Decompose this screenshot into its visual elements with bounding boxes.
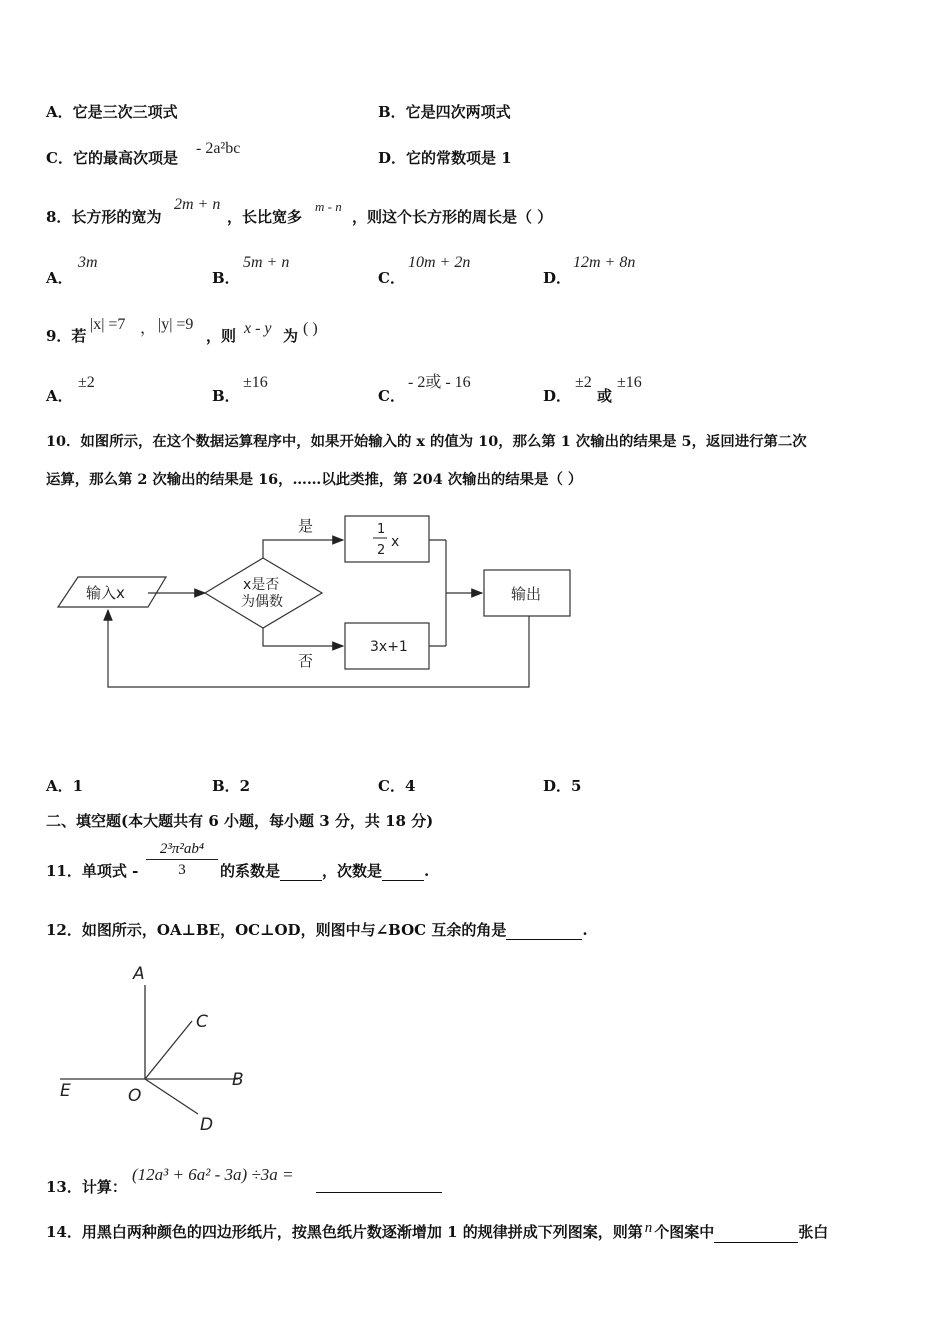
- flow-half-x: x: [391, 534, 400, 550]
- q9-option-b-label: B．: [212, 387, 240, 405]
- flow-decision-line-2: 为偶数: [241, 594, 283, 610]
- q9-option-d-math-2: ±16: [617, 374, 642, 391]
- ray-oc: [145, 1021, 192, 1079]
- q10-option-c: C．4: [378, 777, 416, 795]
- q8-text-1: 8．长方形的宽为: [46, 208, 162, 226]
- point-b-label: B: [232, 1070, 244, 1090]
- q9-text-3: 为: [283, 327, 299, 345]
- q7-option-d: D．它的常数项是 1: [378, 149, 512, 167]
- q12-angle-diagram: [0, 955, 300, 1140]
- q9-option-a-label: A．: [46, 387, 73, 405]
- q11-coefficient-blank[interactable]: [280, 864, 322, 881]
- q8-option-b-label: B．: [212, 269, 240, 287]
- flow-half-denominator: 2: [377, 543, 386, 558]
- point-d-label: D: [200, 1115, 214, 1135]
- q8-option-a-label: A．: [46, 269, 73, 287]
- q7-option-c: C．它的最高次项是: [46, 149, 178, 167]
- q9-option-d-math-1: ±2: [575, 374, 592, 391]
- q13-label: 13．计算：: [46, 1178, 127, 1196]
- flow-triple-label: 3x+1: [370, 639, 408, 655]
- q13-answer-blank[interactable]: [316, 1176, 442, 1193]
- q11-numerator: 2³π²ab⁴: [146, 839, 218, 860]
- flow-decision-line-1: x是否: [243, 577, 280, 593]
- q9-math-abs-x: |x| =7: [90, 316, 126, 333]
- flow-output-label: 输出: [511, 585, 542, 603]
- q8-option-d-label: D．: [543, 269, 572, 287]
- flow-no-label: 否: [298, 652, 314, 670]
- q7-option-b: B．它是四次两项式: [378, 103, 511, 121]
- flow-decision-diamond: [205, 558, 322, 628]
- q11-text-2: [220, 861, 429, 881]
- q8-option-b-math: 5m + n: [243, 254, 290, 271]
- q9-separator: ，: [140, 320, 157, 337]
- ray-od: [145, 1079, 198, 1114]
- q12-period: .: [582, 921, 588, 939]
- q8-math-width: 2m + n: [174, 196, 221, 213]
- q10-text-line-2: 运算，那么第 2 次输出的结果是 16，……以此类推，第 204 次输出的结果是（ ）: [46, 471, 583, 488]
- q9-paren: ( ): [303, 320, 318, 337]
- q8-text-3: ，则这个长方形的周长是（ ）: [352, 208, 553, 226]
- flow-half-box: [345, 516, 429, 562]
- q7-option-c-math: - 2a²bc: [196, 140, 241, 157]
- q8-text-2: ，长比宽多: [227, 208, 303, 226]
- q9-option-d-label: D．: [543, 387, 572, 405]
- q10-flowchart: [0, 500, 950, 700]
- q8-option-d-math: 12m + 8n: [573, 254, 636, 271]
- q10-option-a: A．1: [46, 777, 84, 795]
- q9-math-x-minus-y: x - y: [244, 320, 272, 337]
- point-a-label: A: [133, 964, 145, 984]
- q9-text-1: 9．若: [46, 327, 87, 345]
- q11-coefficient-label: 的系数是: [220, 862, 281, 880]
- point-c-label: C: [196, 1012, 208, 1032]
- q11-text-1: 11．单项式 -: [46, 862, 139, 880]
- q10-text-line-1: 10．如图所示，在这个数据运算程序中，如果开始输入的 x 的值为 10，那么第 1 次输出的结果是 5，返回进行第二次: [46, 433, 807, 450]
- q12-answer-blank[interactable]: [506, 923, 582, 940]
- q11-degree-label: ，次数是: [322, 862, 383, 880]
- q9-option-b-math: ±16: [243, 374, 268, 391]
- flow-yes-label: 是: [298, 517, 314, 535]
- flow-arrow-no: [263, 628, 343, 646]
- q9-option-c-label: C．: [378, 387, 405, 405]
- flow-input-label: 输入x: [86, 584, 125, 602]
- flow-half-numerator: 1: [377, 522, 386, 537]
- q9-math-abs-y: |y| =9: [158, 316, 194, 333]
- q9-option-d-or: 或: [597, 387, 613, 405]
- q14-n: n: [644, 1220, 653, 1236]
- q14-text-2: 个图案中: [654, 1223, 715, 1241]
- section-2-heading: 二、填空题(本大题共有 6 小题，每小题 3 分，共 18 分): [46, 812, 434, 830]
- q8-option-c-math: 10m + 2n: [408, 254, 471, 271]
- point-e-label: E: [60, 1081, 71, 1101]
- q14-text: [46, 1222, 828, 1243]
- q14-text-1: 14．用黑白两种颜色的四边形纸片，按黑色纸片数逐渐增加 1 的规律拼成下列图案，则第: [46, 1223, 643, 1241]
- q8-math-diff: m - n: [315, 199, 342, 214]
- q10-option-b: B．2: [212, 777, 251, 795]
- point-o-label: O: [128, 1086, 142, 1106]
- q9-text-2: ，则: [206, 327, 237, 345]
- flow-arrow-loop-back: [108, 610, 529, 687]
- q11-degree-blank[interactable]: [382, 864, 424, 881]
- q8-option-c-label: C．: [378, 269, 405, 287]
- flow-arrow-yes: [263, 540, 343, 558]
- q10-option-d: D．5: [543, 777, 582, 795]
- q8-option-a-math: 3m: [78, 254, 98, 271]
- q7-option-a: A．它是三次三项式: [46, 103, 178, 121]
- q9-option-c-math: - 2或 - 16: [408, 374, 471, 391]
- q11-period: .: [424, 862, 430, 880]
- q12-question: 12．如图所示，OA⊥BE，OC⊥OD，则图中与∠BOC 互余的角是: [46, 921, 507, 939]
- q9-option-a-math: ±2: [78, 374, 95, 391]
- q14-text-3: 张白: [798, 1223, 829, 1241]
- q11-fraction: [146, 839, 218, 880]
- q12-text: [46, 920, 588, 940]
- q11-denominator: 3: [178, 862, 186, 878]
- q14-answer-blank[interactable]: [714, 1226, 798, 1243]
- q13-expression: (12a³ + 6a² - 3a) ÷3a =: [132, 1165, 294, 1184]
